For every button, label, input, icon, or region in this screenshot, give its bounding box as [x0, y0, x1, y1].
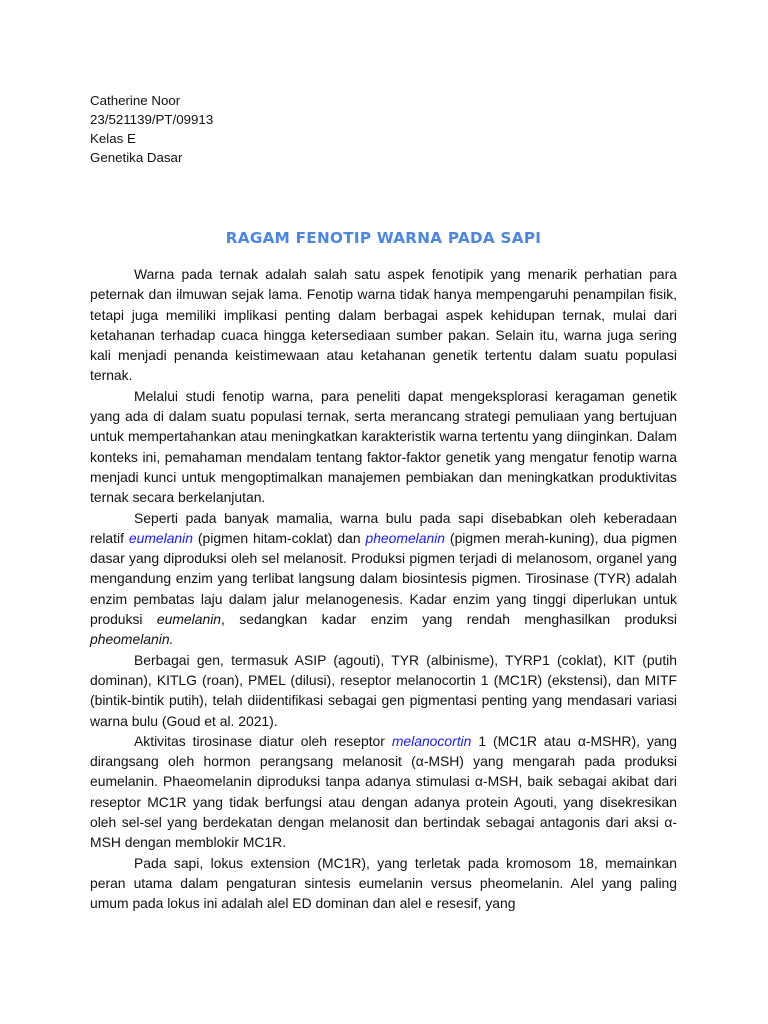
paragraph-6: Pada sapi, lokus extension (MC1R), yang terletak pada kromosom 18, memainkan peran utama dalam pengaturan sintesis eumelanin versus pheomelanin. Alel yang paling umum pada lokus ini adalah alel ED dominan dan alel e resesif, yang — [90, 854, 677, 912]
student-id: 23/521139/PT/09913 — [90, 112, 214, 127]
term-pheomelanin: pheomelanin — [365, 529, 446, 546]
paragraph-1: Warna pada ternak adalah salah satu aspek fenotipik yang menarik perhatian para peternak dan ilmuwan sejak lama. Fenotip warna tidak hanya mempengaruhi penampilan fisik, tetapi juga memiliki implikasi penting dalam berbagai aspek kehidupan ternak, mulai dari ketahanan terhadap cuaca hingga ketersediaan sumber pakan. Selain itu, warna juga sering kali menjadi penanda keistimewaan atau ketahanan genetik tertentu dalam suatu populasi ternak. — [90, 266, 677, 384]
class-label: Kelas E — [90, 131, 136, 146]
course-name: Genetika Dasar — [90, 150, 183, 165]
paragraph-3 — [90, 508, 677, 650]
paragraph-3-text-4: , sedangkan kadar enzim yang rendah menghasilkan produksi — [221, 611, 677, 628]
term-eumelanin-italic: eumelanin — [156, 611, 222, 628]
author-name: Catherine Noor — [90, 93, 181, 108]
author-header — [90, 91, 677, 167]
paragraph-3-text-1: Seperti pada banyak mamalia, warna bulu pada sapi disebabkan oleh keberadaan relatif — [90, 509, 677, 546]
document-page — [90, 91, 677, 914]
paragraph-3-text-3: (pigmen merah-kuning), dua pigmen dasar yang diproduksi oleh sel melanosit. Produksi pigmen terjadi di melanosom, organel yang mengandung enzim yang terlibat langsung dalam biosintesis pigmen. Tirosinase (TYR) adalah enzim pembatas laju dalam jalur melanogenesis. Kadar enzim yang tinggi diperlukan untuk produksi — [90, 529, 677, 628]
paragraph-5-text-2: 1 (MC1R atau α-MSHR), yang dirangsang oleh hormon perangsang melanosit (α-MSH) yang mengarah pada produksi eumelanin. Phaeomelanin diproduksi tanpa adanya stimulasi α-MSH, baik sebagai akibat dari reseptor MC1R yang tidak berfungsi atau dengan adanya protein Agouti, yang disekresikan oleh sel-sel yang berdekatan dengan melanosit dan bertindak sebagai antagonis dari aksi α-MSH dengan memblokir MC1R. — [90, 732, 677, 851]
document-title: RAGAM FENOTIP WARNA PADA SAPI — [225, 229, 542, 247]
document-body — [90, 264, 677, 914]
paragraph-5 — [90, 731, 677, 853]
term-melanocortin: melanocortin — [391, 732, 472, 749]
paragraph-4: Berbagai gen, termasuk ASIP (agouti), TYR (albinisme), TYRP1 (coklat), KIT (putih dominan), KITLG (roan), PMEL (dilusi), reseptor melanocortin 1 (MC1R) (ekstensi), dan MITF (bintik-bintik putih), telah diidentifikasi sebagai gen pigmentasi penting yang mendasari variasi warna bulu (Goud et al. 2021). — [90, 651, 677, 729]
paragraph-2: Melalui studi fenotip warna, para peneliti dapat mengeksplorasi keragaman genetik yang ada di dalam suatu populasi ternak, serta merancang strategi pemuliaan yang bertujuan untuk mempertahankan atau meningkatkan karakteristik warna tertentu yang diinginkan. Dalam konteks ini, pemahaman mendalam tentang faktor-faktor genetik yang mengatur fenotip warna menjadi kunci untuk mengoptimalkan manajemen pembiakan dan meningkatkan produktivitas ternak secara berkelanjutan. — [90, 387, 677, 506]
paragraph-5-text-1: Aktivitas tirosinase diatur oleh reseptor — [134, 732, 392, 749]
term-eumelanin: eumelanin — [128, 529, 193, 546]
paragraph-3-text-2: (pigmen hitam-coklat) dan — [192, 529, 366, 546]
term-pheomelanin-italic: pheomelanin. — [90, 631, 174, 648]
